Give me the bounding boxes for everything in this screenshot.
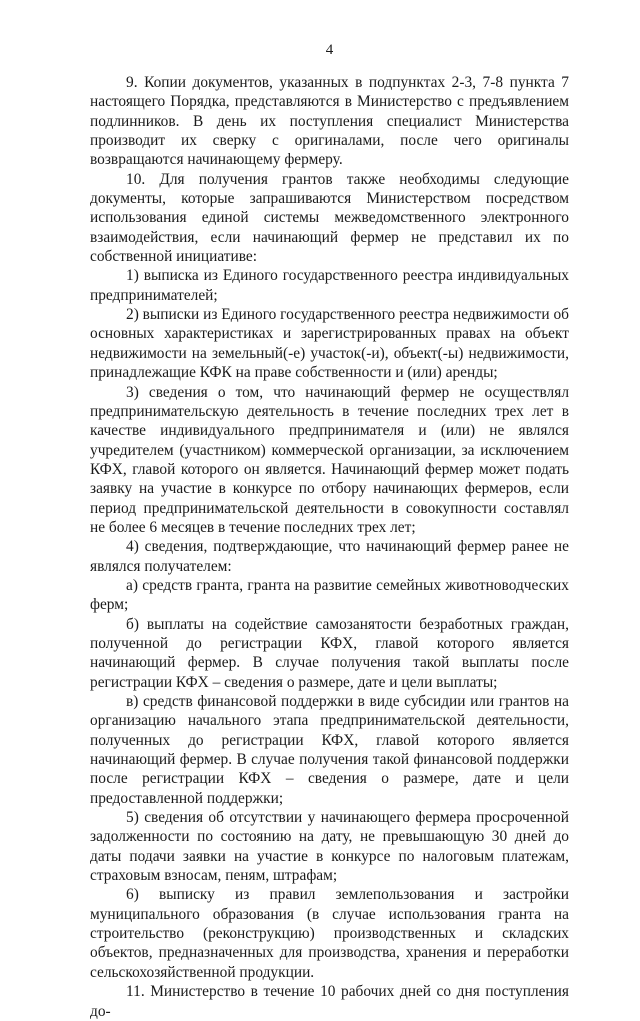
sub-item-v: в) средств финансовой поддержки в виде субсидии или грантов на организацию начального этапа предпринимательской деятельности, полученных до регистрации КФХ, главой которого является начинающий фермер. В случае получения такой финансовой поддержки после регистрации КФХ – сведения о размере, дате и цели предоставленной поддержки; [90, 693, 569, 807]
sub-item-a: а) средств гранта, гранта на развитие семейных животноводческих ферм; [90, 576, 569, 614]
list-item-4: 4) сведения, подтверждающие, что начинающий фермер ранее не являлся получателем: [90, 538, 569, 575]
list-item-6: 6) выписку из правил землепользования и застройки муниципального образования (в случае использования гранта на строительство (реконструкцию) производственных и складских объектов, предназначенных для производства, хранения и переработки сельскохозяйственной продукции. [90, 886, 569, 981]
paragraph-10: 10. Для получения грантов также необходимы следующие документы, которые запрашиваются Министерством посредством использования единой системы межведомственного электронного взаимодействия, если начинающий фермер не представил их по собственной инициативе: [90, 170, 569, 266]
paragraph-9: 9. Копии документов, указанных в подпунктах 2-3, 7-8 пункта 7 настоящего Порядка, представляются в Министерство с предъявлением подлинников. В день их поступления специалист Министерства производит их сверку с оригиналами, после чего оригиналы возвращаются начинающему фермеру. [90, 74, 569, 169]
page-number: 4 [325, 42, 334, 58]
paragraph-11: 11. Министерство в течение 10 рабочих дней со дня поступления до- [90, 983, 569, 1020]
list-item-5: 5) сведения об отсутствии у начинающего фермера просроченной задолженности по состоянию на дату, не превышающую 30 дней до даты подачи заявки на участие в конкурсе по налоговым платежам, страховым взносам, пеням, штрафам; [90, 809, 569, 885]
list-item-3: 3) сведения о том, что начинающий фермер не осуществлял предпринимательскую деятельность в течение последних трех лет в качестве индивидуального предпринимателя и (или) не являлся учредителем (участником) коммерческой организации, за исключением КФХ, главой которого он является. Начинающий фермер может подать заявку на участие в конкурсе по отбору начинающих фермеров, если период предпринимательской деятельности в совокупности составлял не более 6 месяцев в течение последних трех лет; [90, 383, 569, 536]
sub-item-b: б) выплаты на содействие самозанятости безработных граждан, полученной до регистрации КФХ, главой которого является начинающий фермер. В случае получения такой выплаты после регистрации КФХ – сведения о размере, дате и цели выплаты; [90, 615, 569, 691]
list-item-2: 2) выписки из Единого государственного реестра недвижимости об основных характеристиках и зарегистрированных правах на объект недвижимости на земельный(-е) участок(-и), объект(-ы) недвижимости, принадлежащие КФК на праве собственности и (или) аренды; [90, 306, 570, 382]
list-item-1: 1) выписка из Единого государственного реестра индивидуальных предпринимателей; [90, 267, 569, 304]
